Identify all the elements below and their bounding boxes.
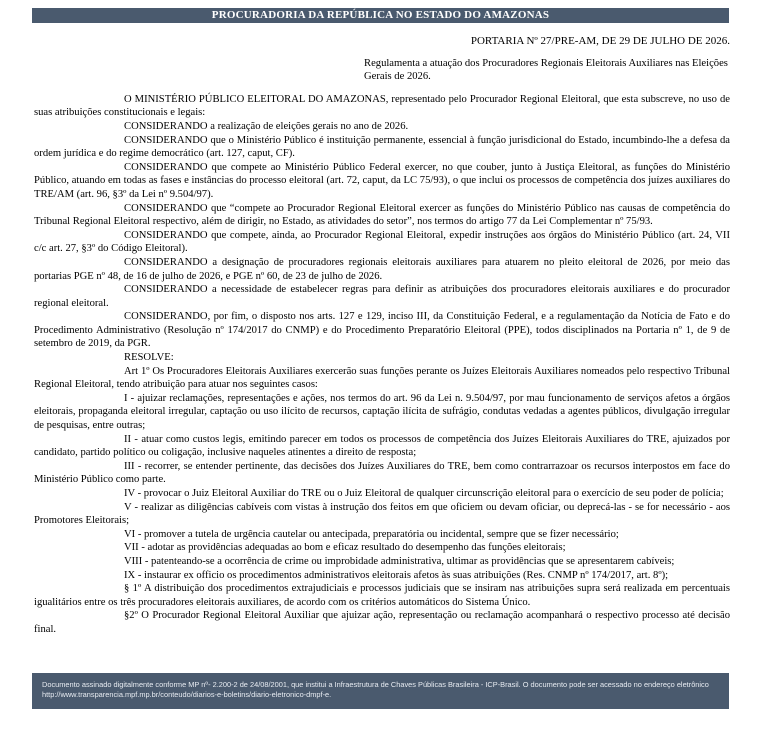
page-header-banner: PROCURADORIA DA REPÚBLICA NO ESTADO DO AMAZONAS	[32, 8, 729, 23]
article-1: Art 1º Os Procuradores Eleitorais Auxiliares exercerão suas funções perante os Juízes Eleitorais Auxiliares nomeados pelo respectivo Tribunal Regional Eleitoral, tendo atribuição para atuar nos seguintes casos:	[34, 365, 730, 391]
inciso-8: VIII - patenteando-se a ocorrência de crime ou improbidade administrativa, ultimar as providências que se apresentarem cabíveis;	[124, 555, 675, 567]
ementa: Regulamenta a atuação dos Procuradores Regionais Eleitorais Auxiliares nas Eleições Gerais de 2026.	[364, 57, 728, 83]
inciso-9: IX - instaurar ex officio os procedimentos administrativos eleitorais afetos às suas atribuições (Res. CNMP nº 174/2017, art. 8º);	[124, 569, 669, 581]
considerando-1: CONSIDERANDO a realização de eleições gerais no ano de 2026.	[124, 120, 409, 132]
inciso-1: I - ajuizar reclamações, representações e ações, nos termos do art. 96 da Lei n. 9.504/97, por mau funcionamento de serviços afetos a órgãos eleitorais, propaganda eleitoral irregular, captação ou uso ilícito de recursos, captação ilícita de sufrágio, condutas vedadas a agentes públicos, divulgação irregular de pesquisas, entre outras;	[34, 392, 730, 432]
considerando-8: CONSIDERANDO, por fim, o disposto nos arts. 127 e 129, inciso III, da Constituição Federal, e a regulamentação da Notícia de Fato e do Procedimento Administrativo (Resolução nº 174/2017 do CNMP) e do Procedimento Preparatório Eleitoral (PPE), todos disciplinados na Portaria nº 1, de 9 de setembro de 2019, da PGR.	[34, 311, 730, 350]
considerando-6: CONSIDERANDO a designação de procuradores regionais eleitorais auxiliares para atuarem no pleito eleitoral de 2026, por meio das portarias PGE nº 48, de 16 de julho de 2026, e PGE nº 60, de 23 de julho de 2026.	[34, 256, 730, 282]
document-body	[34, 35, 730, 637]
resolve-label: RESOLVE:	[124, 352, 174, 364]
inciso-6: VI - promover a tutela de urgência cautelar ou antecipada, preparatória ou incidental, sempre que se fizer necessário;	[124, 528, 619, 540]
footer-text: Documento assinado digitalmente conforme MP nº- 2.200-2 de 24/08/2001, que institui a Infraestrutura de Chaves Públicas Brasileira - ICP-Brasil. O documento pode ser acessado no endereço eletrônico http://www.transparencia.mpf.mp.br/conteudo/diarios-e-boletins/diario-eletronico-dmpf-e.	[42, 680, 709, 699]
inciso-5: V - realizar as diligências cabíveis com vistas à instrução dos feitos em que oficiem ou devam oficiar, ou deprecá-las - se for necessário - aos Promotores Eleitorais;	[34, 501, 730, 527]
considerando-2: CONSIDERANDO que o Ministério Público é instituição permanente, essencial à função jurisdicional do Estado, incumbindo-lhe a defesa da ordem jurídica e do regime democrático (art. 127, caput, CF).	[34, 134, 730, 160]
signature-footer	[32, 673, 729, 709]
inciso-2: II - atuar como custos legis, emitindo parecer em todos os processos de competência dos Juízes Eleitorais Auxiliares do TRE, ajuizados por candidato, partido político ou coligação, inclusive naqueles atinentes a direito de resposta;	[34, 433, 730, 459]
paragraph-2: §2º O Procurador Regional Eleitoral Auxiliar que ajuizar ação, representação ou reclamação acompanhará o respectivo processo até decisão final.	[34, 610, 730, 635]
considerando-4: CONSIDERANDO que “compete ao Procurador Regional Eleitoral exercer as funções do Ministério Público nas causas de competência do Tribunal Regional Eleitoral respectivo, além de dirigir, no Estado, as atividades do setor”, nos termos do artigo 77 da Lei Complementar nº 75/93.	[34, 202, 730, 228]
intro-paragraph: O MINISTÉRIO PÚBLICO ELEITORAL DO AMAZONAS, representado pelo Procurador Regional Eleitoral, que esta subscreve, no uso de suas atribuições constitucionais e legais:	[34, 93, 730, 119]
portaria-title: PORTARIA Nº 27/PRE-AM, DE 29 DE JULHO DE 2026.	[470, 35, 730, 47]
considerando-5: CONSIDERANDO que compete, ainda, ao Procurador Regional Eleitoral, expedir instruções aos órgãos do Ministério Público (art. 24, VII c/c art. 27, §3º do Código Eleitoral).	[34, 229, 730, 255]
inciso-7: VII - adotar as providências adequadas ao bom e eficaz resultado do desempenho das funções eleitorais;	[124, 542, 566, 554]
inciso-4: IV - provocar o Juiz Eleitoral Auxiliar do TRE ou o Juiz Eleitoral de qualquer circunscrição eleitoral para o exercício de seu poder de polícia;	[124, 488, 724, 499]
paragraph-1: § 1º A distribuição dos procedimentos extrajudiciais e processos judiciais que se insiram nas atribuições supra será realizada em percentuais igualitários entre os três procuradores eleitorais auxiliares, de acordo com os critérios automáticos do Sistema Único.	[34, 583, 730, 608]
considerando-7: CONSIDERANDO a necessidade de estabelecer regras para definir as atribuições dos procuradores eleitorais auxiliares e do procurador regional eleitoral.	[34, 284, 730, 309]
considerando-3: CONSIDERANDO que compete ao Ministério Público Federal exercer, no que couber, junto à Justiça Eleitoral, as funções do Ministério Público, atuando em todas as fases e instâncias do processo eleitoral (art. 72, caput, da LC 75/93), o que inclui os processos de competência dos juízes auxiliares do TRE/AM (art. 96, §3º da Lei nº 9.504/97).	[34, 161, 730, 200]
inciso-3: III - recorrer, se entender pertinente, das decisões dos Juízes Auxiliares do TRE, bem como contrarrazoar os recursos interpostos em face do Ministério Público como parte.	[34, 460, 730, 486]
